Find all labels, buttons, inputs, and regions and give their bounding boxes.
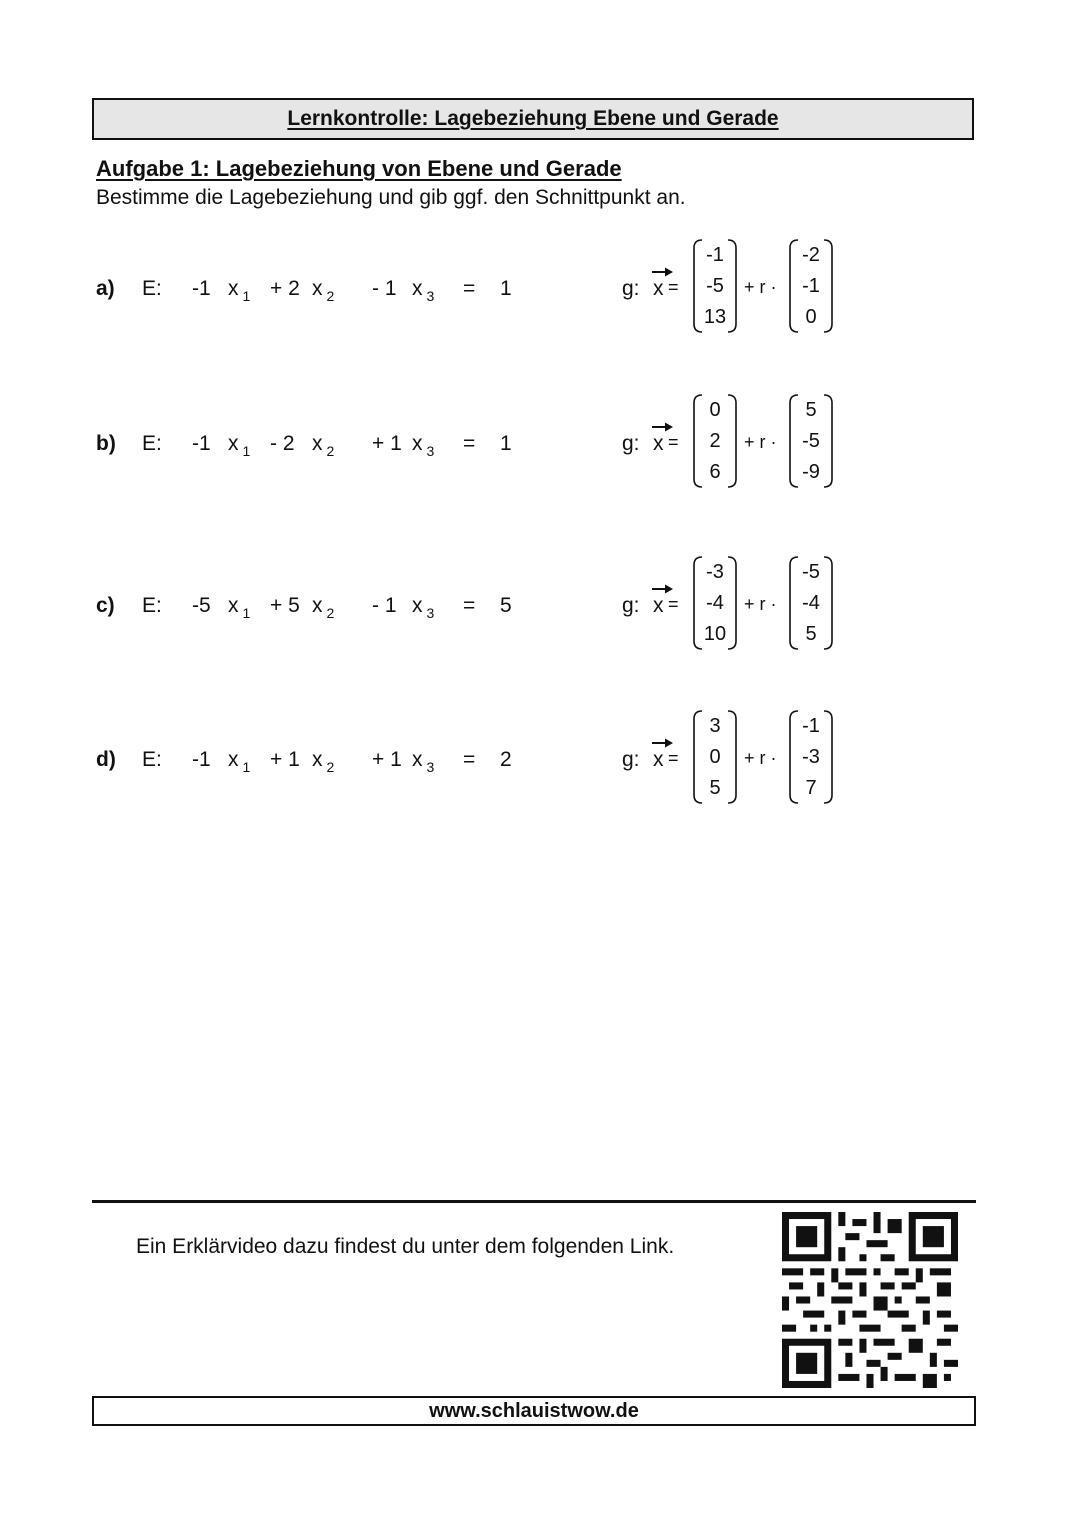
- task-instruction: Bestimme die Lagebeziehung und gib ggf. den Schnittpunkt an.: [96, 186, 686, 209]
- var-x1: x $_1$: [228, 594, 251, 621]
- var-x2: x $_2$: [312, 748, 335, 775]
- direction-vector: [789, 709, 833, 805]
- vector-x: x: [653, 748, 664, 772]
- vector-component: 0: [709, 746, 721, 768]
- var-x3: x $_3$: [412, 748, 435, 775]
- vector-component: 13: [703, 306, 727, 328]
- vector-equals: =: [668, 432, 679, 452]
- support-vector: [693, 393, 737, 489]
- coef-1: -1: [192, 277, 211, 300]
- rhs-value: 5: [500, 594, 512, 617]
- coef-1: -1: [192, 432, 211, 455]
- plus-r: + r ·: [744, 594, 777, 614]
- support-vector: [693, 238, 737, 334]
- exercise-label: b): [96, 432, 116, 455]
- vector-component: 3: [709, 715, 721, 737]
- vector-component: 5: [805, 623, 817, 645]
- vector-component: 10: [703, 623, 727, 645]
- website-link[interactable]: www.schlauistwow.de: [429, 1399, 639, 1422]
- task-heading: Aufgabe 1: Lagebeziehung von Ebene und Gerade: [96, 156, 622, 181]
- vector-component: -4: [802, 592, 820, 614]
- direction-vector: [789, 238, 833, 334]
- equals-sign: =: [463, 277, 476, 300]
- var-x1: x $_1$: [228, 277, 251, 304]
- footer-divider: [92, 1200, 976, 1203]
- coef-2: + 1: [270, 748, 300, 771]
- footer-box: [92, 1396, 976, 1426]
- direction-vector: [789, 393, 833, 489]
- rhs-value: 2: [500, 748, 512, 771]
- vector-component: -2: [802, 244, 820, 266]
- plane-prefix: E:: [142, 748, 162, 771]
- vector-component: -3: [706, 561, 724, 583]
- line-prefix: g:: [622, 748, 640, 771]
- plus-r: + r ·: [744, 748, 777, 768]
- exercise-label: d): [96, 748, 116, 771]
- vector-equals: =: [668, 748, 679, 768]
- coef-3: + 1: [372, 748, 402, 771]
- vector-equals: =: [668, 277, 679, 297]
- qr-code-icon[interactable]: [780, 1212, 960, 1388]
- vector-component: 5: [805, 399, 817, 421]
- vector-equals: =: [668, 594, 679, 614]
- var-x3: x $_3$: [412, 594, 435, 621]
- plane-prefix: E:: [142, 277, 162, 300]
- vector-component: -5: [802, 561, 820, 583]
- equals-sign: =: [463, 748, 476, 771]
- vector-component: -4: [706, 592, 724, 614]
- header-box: [92, 98, 974, 140]
- plane-prefix: E:: [142, 432, 162, 455]
- vector-component: -5: [706, 275, 724, 297]
- coef-2: + 5: [270, 594, 300, 617]
- page-title: Lernkontrolle: Lagebeziehung Ebene und Gerade: [287, 107, 779, 130]
- var-x3: x $_3$: [412, 277, 435, 304]
- var-x2: x $_2$: [312, 594, 335, 621]
- coef-3: - 1: [372, 594, 397, 617]
- vector-component: -1: [802, 715, 820, 737]
- line-prefix: g:: [622, 432, 640, 455]
- vector-component: -3: [802, 746, 820, 768]
- vector-component: -1: [706, 244, 724, 266]
- var-x3: x $_3$: [412, 432, 435, 459]
- exercise-label: a): [96, 277, 115, 300]
- var-x2: x $_2$: [312, 432, 335, 459]
- support-vector: [693, 709, 737, 805]
- coef-1: -5: [192, 594, 211, 617]
- plus-r: + r ·: [744, 277, 777, 297]
- vector-component: 0: [805, 306, 817, 328]
- var-x1: x $_1$: [228, 748, 251, 775]
- exercise-label: c): [96, 594, 115, 617]
- vector-component: 0: [709, 399, 721, 421]
- line-prefix: g:: [622, 594, 640, 617]
- plus-r: + r ·: [744, 432, 777, 452]
- rhs-value: 1: [500, 277, 512, 300]
- line-prefix: g:: [622, 277, 640, 300]
- vector-component: 5: [709, 777, 721, 799]
- coef-2: + 2: [270, 277, 300, 300]
- vector-x: x: [653, 432, 664, 456]
- vector-x: x: [653, 277, 664, 301]
- vector-component: -1: [802, 275, 820, 297]
- coef-3: - 1: [372, 277, 397, 300]
- rhs-value: 1: [500, 432, 512, 455]
- vector-component: -9: [802, 461, 820, 483]
- vector-x: x: [653, 594, 664, 618]
- plane-prefix: E:: [142, 594, 162, 617]
- support-vector: [693, 555, 737, 651]
- var-x2: x $_2$: [312, 277, 335, 304]
- vector-component: -5: [802, 430, 820, 452]
- equals-sign: =: [463, 432, 476, 455]
- equals-sign: =: [463, 594, 476, 617]
- coef-2: - 2: [270, 432, 295, 455]
- coef-3: + 1: [372, 432, 402, 455]
- vector-component: 2: [709, 430, 721, 452]
- video-hint: Ein Erklärvideo dazu findest du unter dem folgenden Link.: [136, 1235, 675, 1258]
- var-x1: x $_1$: [228, 432, 251, 459]
- vector-component: 7: [805, 777, 817, 799]
- coef-1: -1: [192, 748, 211, 771]
- vector-component: 6: [709, 461, 721, 483]
- direction-vector: [789, 555, 833, 651]
